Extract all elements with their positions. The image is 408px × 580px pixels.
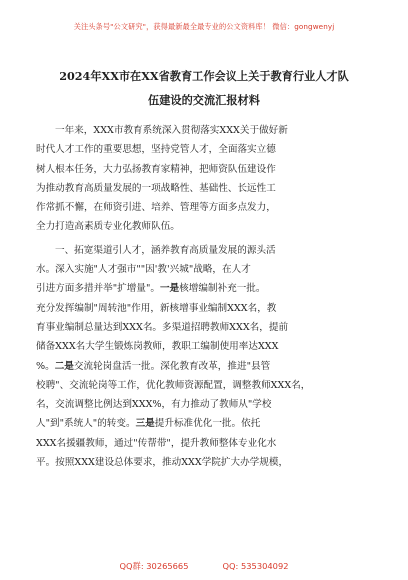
text-line: 为推动教育高质量发展的一项战略性、基础性、长远性工 [36,182,276,194]
document-body [36,121,372,472]
text-line: 时代人才工作的重要思想，坚持党管人才，全面落实立德 [36,144,276,156]
text-line: 名，交流调整比例达到XXX%，有力推动了教师从"学校 [36,399,272,411]
footer-contact [0,560,408,572]
text-line: 平。按照XXX建设总体要求，推动XXX学院扩大办学规模， [36,457,289,469]
text-line: 作常抓不懈，在师资引进、培养、管理等方面多点发力， [36,202,276,214]
text-line: %。二是交流轮岗盘活一批。深化教育改革，推进"县管 [36,360,271,372]
text-line: 人"到"系统人"的转变。三是提升标准优化一批。依托 [36,418,261,430]
header-banner: 关注头条号"公文研究"，获得最新最全最专业的公文资料库！ 微信：gongwenyj [73,22,335,31]
text-line: 水。深入实施"人才强市""因'教'兴城"战略，在人才 [36,264,251,276]
text-line: XXX名援疆教师，通过"传帮带"，提升教师整体专业化水 [36,437,277,449]
text-line: 引进方面多措并举"扩增量"。一是核增编制补充一批。 [36,283,266,295]
emphasis-label: 一是 [159,283,180,295]
footer-qq: QQ: 535304092 [222,561,289,571]
text-line: 储备XXX名大学生锻炼岗教师，教职工编制使用率达XXX [36,341,279,353]
document-title-line-1: 2024年XX市在XX省教育工作会议上关于教育行业人才队 [59,69,349,83]
text-line: 全力打造高素质专业化教师队伍。 [36,221,180,233]
text-line: 一、拓宽渠道引人才，涵养教育高质量发展的源头活 [55,244,276,256]
text-line: 校聘"、交流轮岗等工作，优化教师资源配置，调整教师XXX名， [36,379,311,391]
paragraph [36,241,372,473]
document-title-line-2: 伍建设的交流汇报材料 [148,93,260,107]
text-line: 育事业编制总量达到XXX名。多渠道招聘教师XXX名，提前 [36,321,289,333]
text-line: 充分发挥编制"周转池"作用，新核增事业编制XXX名，教 [36,302,277,314]
emphasis-label: 三是 [135,418,155,430]
text-line: 一年来，XXX市教育系统深入贯彻落实XXX关于做好新 [55,125,288,136]
footer-qq-group: QQ群: 30265665 [119,561,189,571]
text-line: 树人根本任务，大力弘扬教育家精神，把师资队伍建设作 [36,163,276,175]
emphasis-label: 二是 [54,360,74,372]
paragraph [36,121,372,237]
